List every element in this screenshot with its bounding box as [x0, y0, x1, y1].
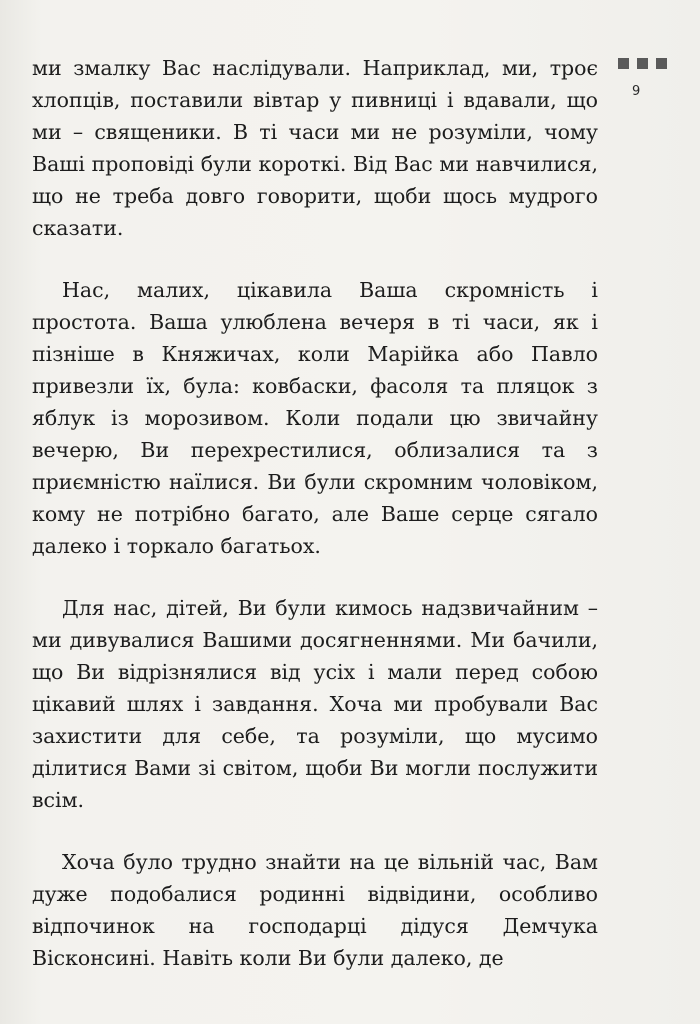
paragraph-1: ми змалку Вас наслідували. Наприклад, ми, троє хлопців, поставили вівтар у пивниці і вдавали, що ми – священики. В ті часи ми не розуміли, чому Ваші проповіді були короткі. Від Вас ми навчилися, що не треба довго говорити, щоби щось мудрого сказати. — [32, 56, 598, 240]
paragraph-2: Нас, малих, цікавила Ваша скромність і простота. Ваша улюблена вечеря в ті часи, як і пізніше в Княжичах, коли Марійка або Павло привезли їх, була: ковбаски, фасоля та пляцок з яблук із морозивом. Коли подали цю звичайну вечерю, Ви перехрестилися, облизалися та з приємністю наїлися. Ви були скромним чоловіком, кому не потрібно багато, але Ваше серце сягало далеко і торкало багатьох. — [32, 278, 598, 558]
marker-square-icon — [618, 58, 629, 69]
section-marker — [618, 58, 667, 69]
page-number: 9 — [632, 84, 641, 99]
text-column — [32, 52, 598, 974]
paragraph-3: Для нас, дітей, Ви були кимось надзвичайним – ми дивувалися Вашими досягненнями. Ми бачили, що Ви відрізнялися від усіх і мали перед собою цікавий шлях і завдання. Хоча ми пробували Вас захистити для себе, та розуміли, що мусимо ділитися Вами зі світом, щоби Ви могли послужити всім. — [32, 596, 598, 812]
paragraph-4: Хоча було трудно знайти на це вільній час, Вам дуже подобалися родинні відвідини, особливо відпочинок на господарці дідуся Демчука Вісконсині. Навіть коли Ви були далеко, де — [32, 850, 598, 970]
marker-square-icon — [637, 58, 648, 69]
marker-square-icon — [656, 58, 667, 69]
